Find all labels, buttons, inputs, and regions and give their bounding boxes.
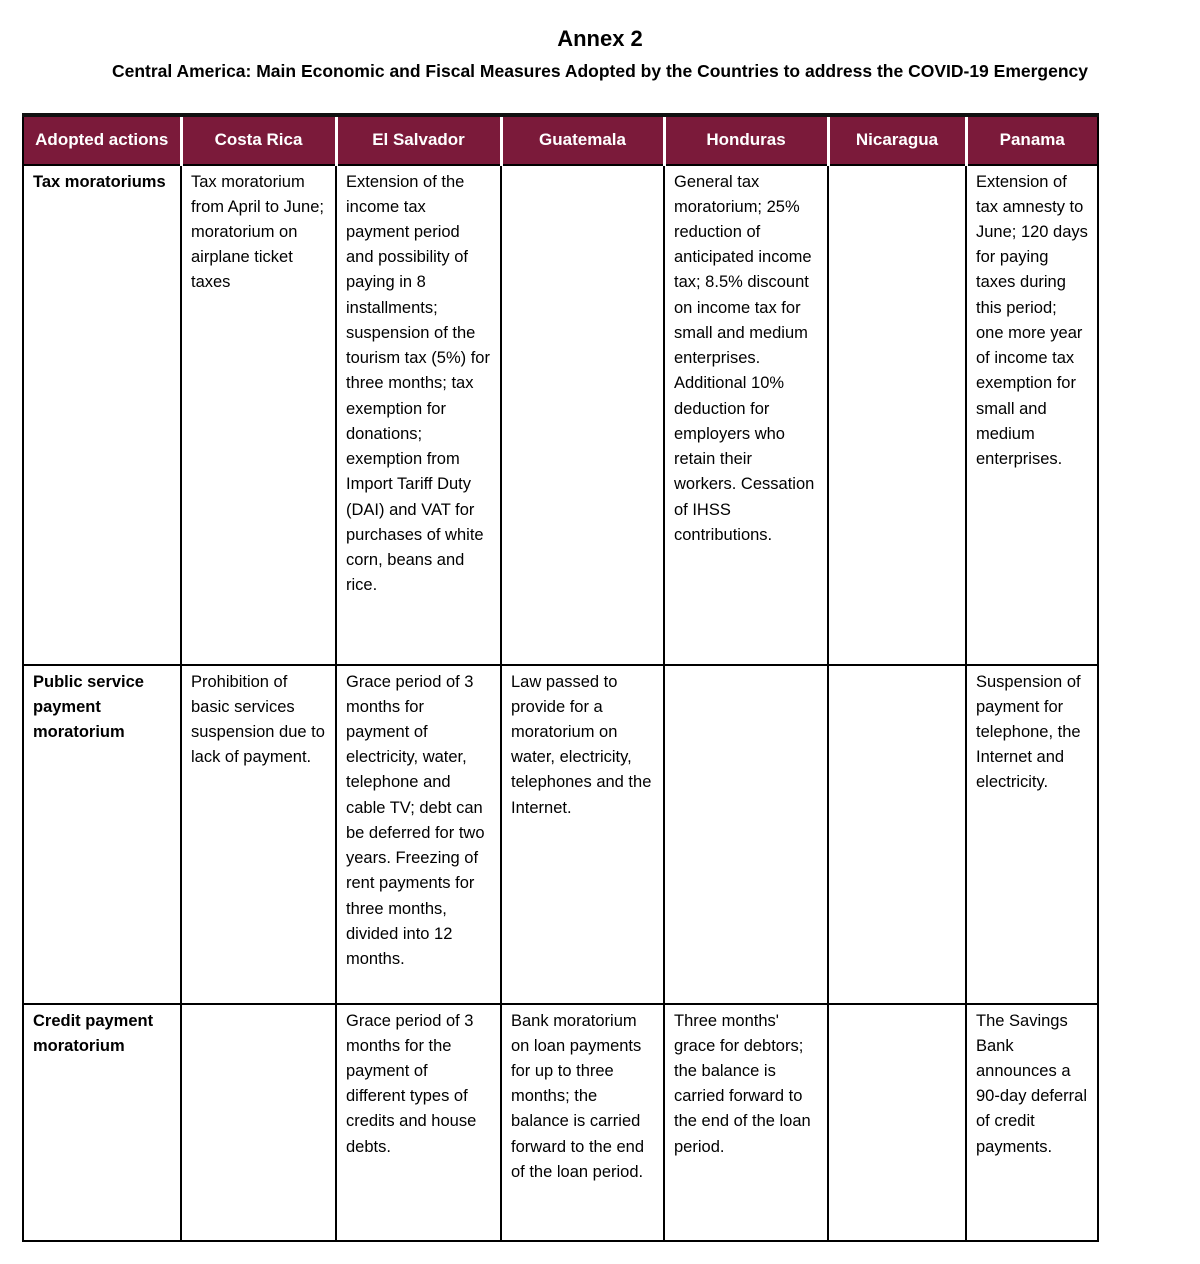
col-header-el-salvador: El Salvador [336, 115, 501, 165]
col-header-panama: Panama [966, 115, 1098, 165]
cell-public-honduras [664, 665, 828, 1004]
cell-tax-panama: Extension of tax amnesty to June; 120 days for paying taxes during this period; one more year of income tax exemption for small and medium enterprises. [966, 165, 1098, 665]
cell-public-nicaragua [828, 665, 966, 1004]
cell-tax-el-salvador: Extension of the income tax payment period and possibility of paying in 8 installments; suspension of the tourism tax (5%) for three months; tax exemption for donations; exemption from Import Tariff Duty (DAI) and VAT for purchases of white corn, beans and rice. [336, 165, 501, 665]
table-row-credit-payment-moratorium [23, 1004, 1098, 1241]
cell-tax-costa-rica: Tax moratorium from April to June; moratorium on airplane ticket taxes [181, 165, 336, 665]
cell-credit-nicaragua [828, 1004, 966, 1241]
cell-public-el-salvador: Grace period of 3 months for payment of electricity, water, telephone and cable TV; debt can be deferred for two years. Freezing of rent payments for three months, divided into 12 months. [336, 665, 501, 1004]
cell-credit-honduras: Three months' grace for debtors; the balance is carried forward to the end of the loan period. [664, 1004, 828, 1241]
col-header-nicaragua: Nicaragua [828, 115, 966, 165]
row-label-credit-payment: Credit payment moratorium [23, 1004, 181, 1241]
measures-table [22, 113, 1099, 1242]
cell-credit-costa-rica [181, 1004, 336, 1241]
cell-tax-guatemala [501, 165, 664, 665]
cell-credit-el-salvador: Grace period of 3 months for the payment of different types of credits and house debts. [336, 1004, 501, 1241]
cell-public-costa-rica: Prohibition of basic services suspension due to lack of payment. [181, 665, 336, 1004]
table-row-tax-moratoriums [23, 165, 1098, 665]
cell-public-guatemala: Law passed to provide for a moratorium on water, electricity, telephones and the Internet. [501, 665, 664, 1004]
cell-tax-nicaragua [828, 165, 966, 665]
col-header-costa-rica: Costa Rica [181, 115, 336, 165]
cell-credit-panama: The Savings Bank announces a 90-day deferral of credit payments. [966, 1004, 1098, 1241]
page-title: Annex 2 [557, 26, 643, 51]
col-header-adopted-actions: Adopted actions [23, 115, 181, 165]
table-row-public-service-moratorium [23, 665, 1098, 1004]
row-label-tax-moratoriums: Tax moratoriums [23, 165, 181, 665]
cell-tax-honduras: General tax moratorium; 25% reduction of anticipated income tax; 8.5% discount on income tax for small and medium enterprises. Additional 10% deduction for employers who retain their workers. Cessation of IHSS contributions. [664, 165, 828, 665]
col-header-guatemala: Guatemala [501, 115, 664, 165]
col-header-honduras: Honduras [664, 115, 828, 165]
header-row [23, 115, 1098, 165]
page-subtitle: Central America: Main Economic and Fiscal Measures Adopted by the Countries to address the COVID-19 Emergency [111, 61, 1089, 82]
cell-credit-guatemala: Bank moratorium on loan payments for up to three months; the balance is carried forward to the end of the loan period. [501, 1004, 664, 1241]
cell-public-panama: Suspension of payment for telephone, the Internet and electricity. [966, 665, 1098, 1004]
row-label-public-service: Public service payment moratorium [23, 665, 181, 1004]
